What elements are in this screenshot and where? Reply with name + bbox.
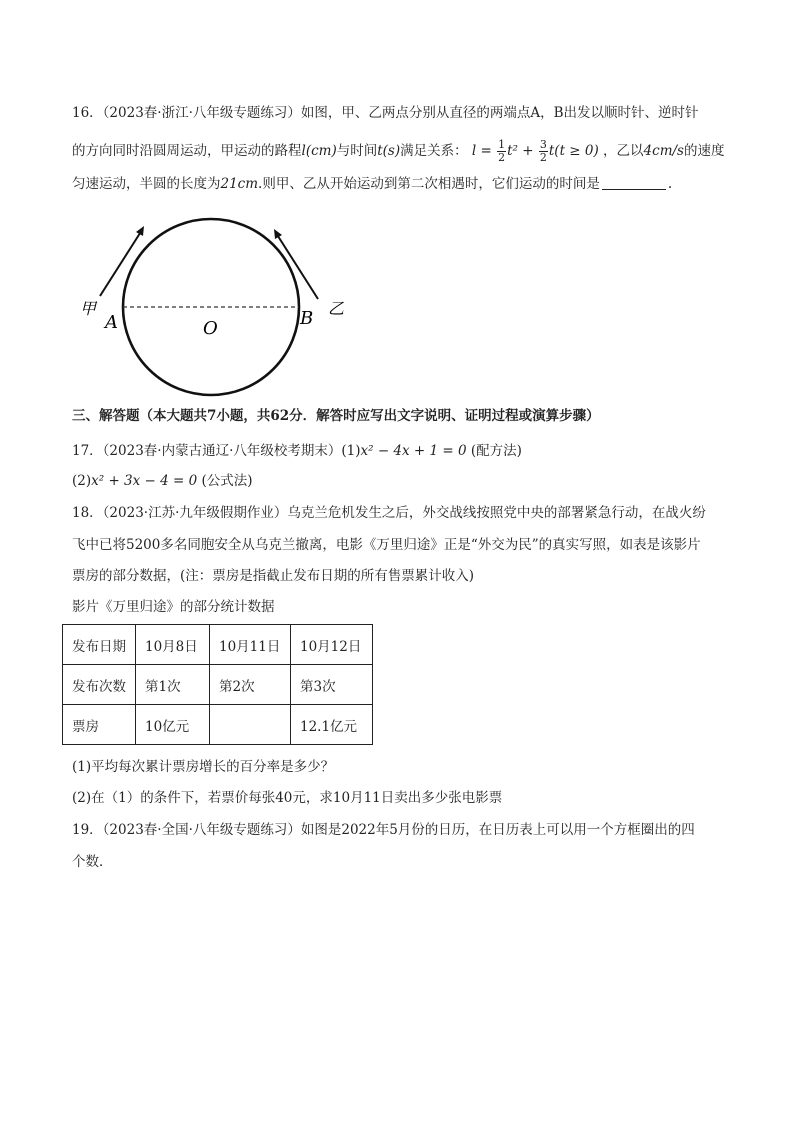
fraction-three-halves bbox=[539, 139, 548, 164]
q18-line-1: 18．（2023·江苏·九年级假期作业）乌克兰危机发生之后，外交战线按照党中央的部署紧急行动，在战火纷 bbox=[72, 505, 706, 521]
label-yi: 乙 bbox=[328, 299, 345, 318]
semicircle-length: 21cm bbox=[220, 176, 259, 192]
q17-text: 17．（2023春·内蒙古通辽·八年级校考期末）(1) bbox=[72, 443, 361, 459]
q19-line-2: 个数． bbox=[72, 854, 113, 870]
table-row bbox=[63, 625, 373, 665]
q17-line-1 bbox=[72, 441, 522, 461]
fraction-numerator: 1 bbox=[498, 138, 506, 151]
q16-line-3 bbox=[72, 174, 672, 194]
answer-blank[interactable] bbox=[602, 175, 666, 190]
equation-1: x² − 4x + 1 = 0 bbox=[360, 443, 467, 459]
q16-line-2 bbox=[72, 138, 724, 164]
q19-line-1: 19．（2023春·全国·八年级专题练习）如图是2022年5月份的日历，在日历表上可以用一个方框圈出的四 bbox=[72, 822, 695, 838]
method-2: (公式法) bbox=[201, 473, 253, 489]
label-a: A bbox=[105, 312, 118, 333]
table-cell: 发布日期 bbox=[63, 625, 136, 665]
table-cell: 10月12日 bbox=[291, 625, 373, 665]
section-heading: 三、解答题（本大题共7小题，共62分．解答时应写出文字说明、证明过程或演算步骤） bbox=[72, 408, 600, 424]
fraction-denominator: 2 bbox=[498, 151, 506, 164]
box-office-table bbox=[62, 624, 373, 745]
fraction-half bbox=[497, 139, 506, 164]
q18-line-2: 飞中已将5200多名同胞安全从乌克兰撤离，电影《万里归途》正是“外交为民”的真实写照，如表是该影片 bbox=[72, 537, 701, 553]
label-o: O bbox=[203, 318, 218, 339]
formula-condition: t(t ≥ 0) bbox=[548, 143, 599, 159]
circle-figure bbox=[70, 210, 360, 400]
q16-text: 满足关系： bbox=[400, 143, 468, 159]
table-cell: 10月8日 bbox=[136, 625, 210, 665]
motion-formula bbox=[471, 138, 603, 164]
table-cell: 发布次数 bbox=[63, 665, 136, 705]
q16-text: 的速度 bbox=[683, 143, 725, 159]
time-variable: t(s) bbox=[377, 143, 401, 159]
q17-text: (2) bbox=[72, 473, 92, 489]
q16-text: 与时间 bbox=[336, 143, 378, 159]
equation-2: x² + 3x − 4 = 0 bbox=[91, 473, 198, 489]
q16-text: ，乙以 bbox=[603, 143, 644, 159]
table-cell: 12.1亿元 bbox=[291, 705, 373, 745]
table-cell: 第1次 bbox=[136, 665, 210, 705]
table-cell: 10月11日 bbox=[210, 625, 291, 665]
table-cell: 第2次 bbox=[210, 665, 291, 705]
label-jia: 甲 bbox=[80, 299, 97, 318]
table-cell: 10亿元 bbox=[136, 705, 210, 745]
q18-sub-1: (1)平均每次累计票房增长的百分率是多少？ bbox=[72, 759, 335, 775]
distance-variable: l(cm) bbox=[301, 143, 337, 159]
q17-line-2 bbox=[72, 471, 253, 491]
table-cell-empty bbox=[210, 705, 291, 745]
q18-line-3: 票房的部分数据，(注：票房是指截止发布日期的所有售票累计收入) bbox=[72, 568, 475, 584]
formula-term: t² + bbox=[507, 143, 534, 159]
q16-text: . bbox=[667, 176, 673, 192]
table-row bbox=[63, 665, 373, 705]
fraction-numerator: 3 bbox=[539, 138, 547, 151]
speed-value: 4cm/s bbox=[643, 143, 684, 159]
table-cell: 第3次 bbox=[291, 665, 373, 705]
fraction-denominator: 2 bbox=[539, 151, 547, 164]
q16-text: 的方向同时沿圆周运动，甲运动的路程 bbox=[72, 143, 302, 159]
table-caption: 影片《万里归途》的部分统计数据 bbox=[72, 599, 275, 615]
label-b: B bbox=[300, 308, 314, 329]
q18-sub-2: (2)在（1）的条件下，若票价每张40元，求10月11日卖出多少张电影票 bbox=[72, 790, 503, 806]
q16-text: 匀速运动，半圆的长度为 bbox=[72, 176, 221, 192]
q16-text: .则甲、乙从开始运动到第二次相遇时，它们运动的时间是 bbox=[258, 176, 600, 192]
table-cell: 票房 bbox=[63, 705, 136, 745]
q16-line-1: 16．（2023春·浙江·八年级专题练习）如图，甲、乙两点分别从直径的两端点A，B出发以顺时针、逆时针 bbox=[72, 105, 699, 121]
table-row bbox=[63, 705, 373, 745]
formula-lhs: l = bbox=[471, 143, 492, 159]
method-1: (配方法) bbox=[470, 443, 522, 459]
